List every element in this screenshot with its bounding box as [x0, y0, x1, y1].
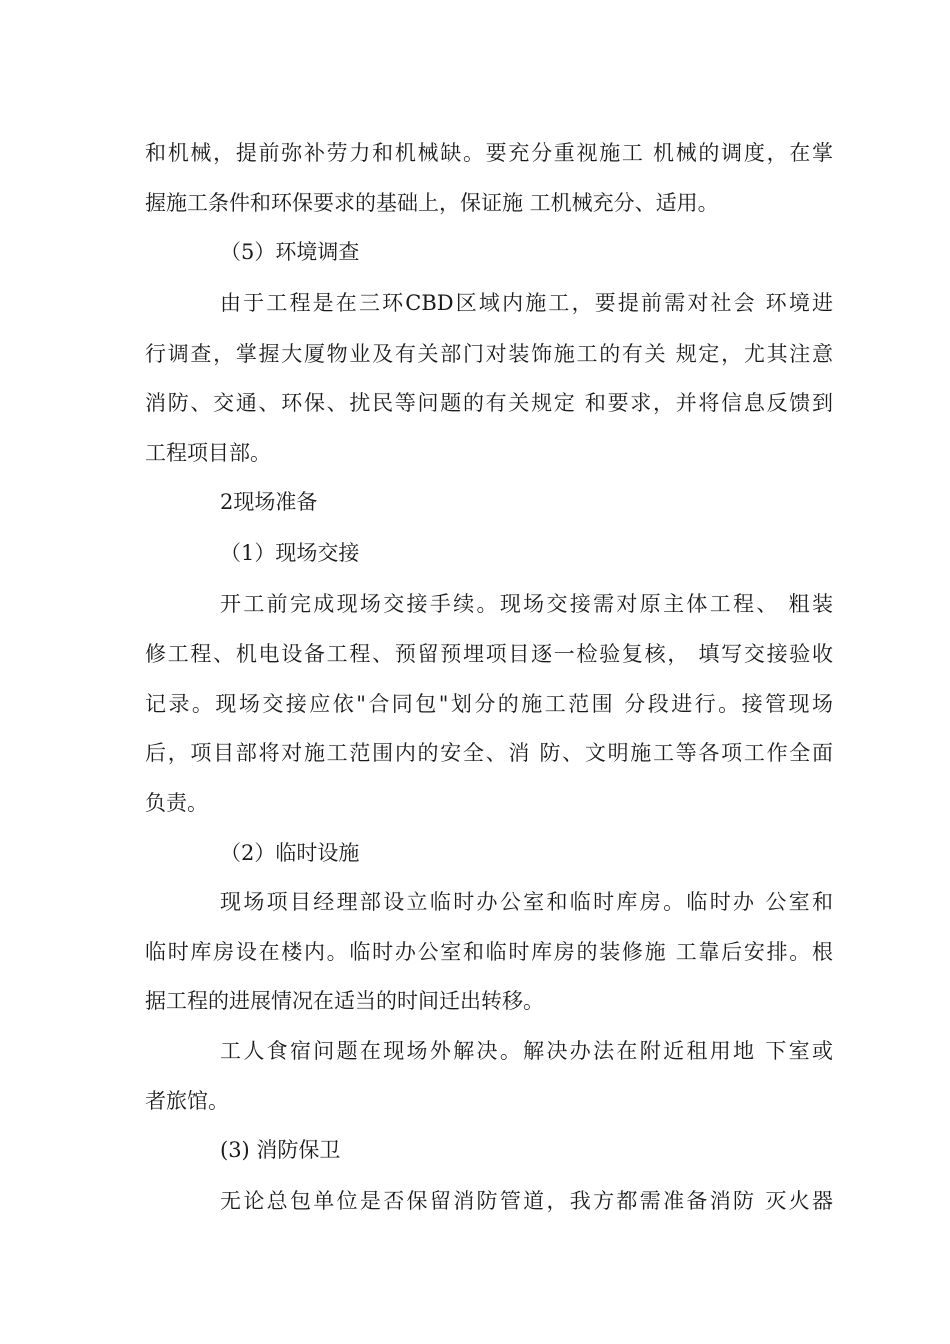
text-line: 现场项目经理部设立临时办公室和临时库房。临时办 公室和	[220, 890, 833, 914]
text-line: 无论总包单位是否保留消防管道，我方都需准备消防 灭火器	[220, 1189, 833, 1213]
text-line: 握施工条件和环保要求的基础上，保证施 工机械充分、适用。	[145, 191, 719, 215]
text-line: 消防、交通、环保、扰民等问题的有关规定 和要求，并将信息反馈到	[145, 391, 833, 415]
text-line: 开工前完成现场交接手续。现场交接需对原主体工程、 粗装	[220, 592, 833, 616]
section-heading: 2现场准备	[220, 490, 318, 514]
text-line: 行调查，掌握大厦物业及有关部门对装饰施工的有关 规定，尤其注意	[145, 342, 833, 366]
section-heading: (3) 消防保卫	[220, 1138, 341, 1162]
text-line: 工人食宿问题在现场外解决。解决办法在附近租用地 下室或	[220, 1039, 833, 1063]
text-line: 修工程、机电设备工程、预留预埋项目逐一检验复核， 填写交接验收	[145, 642, 833, 666]
text-line: 工程项目部。	[145, 441, 271, 465]
text-line: 和机械，提前弥补劳力和机械缺。要充分重视施工 机械的调度，在掌	[145, 141, 833, 165]
text-line: 临时库房设在楼内。临时办公室和临时库房的装修施 工靠后安排。根	[145, 940, 833, 964]
text-line: 后，项目部将对施工范围内的安全、消 防、文明施工等各项工作全面	[145, 741, 833, 765]
text-line: 记录。现场交接应依"合同包"划分的施工范围 分段进行。接管现场	[145, 692, 833, 716]
section-heading: （2）临时设施	[220, 841, 360, 865]
text-line: 负责。	[145, 791, 208, 815]
text-line: 者旅馆。	[145, 1089, 229, 1113]
section-heading: （1）现场交接	[220, 541, 360, 565]
text-line: 由于工程是在三环CBD区域内施工，要提前需对社会 环境进	[220, 291, 833, 315]
section-heading: （5）环境调查	[220, 240, 360, 264]
text-line: 据工程的进展情况在适当的时间迁出转移。	[145, 989, 544, 1013]
